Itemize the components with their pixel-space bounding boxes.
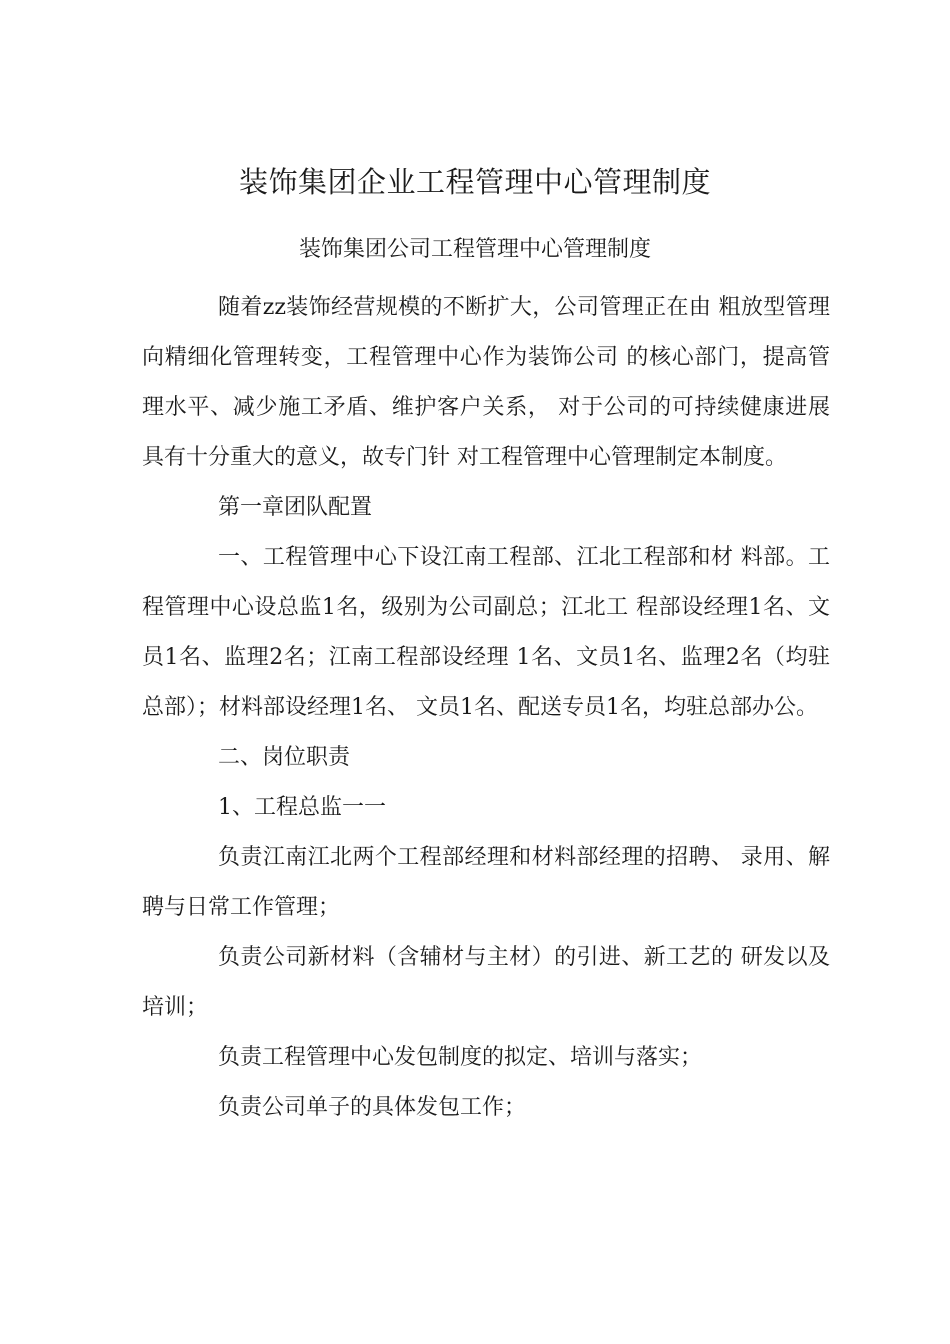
document-subtitle: 装饰集团公司工程管理中心管理制度 <box>298 237 651 262</box>
intro-paragraph: 随着zz装饰经营规模的不断扩大，公司管理正在由 粗放型管理向精细化管理转变，工程管理中心作为装饰公司 的核心部门，提高管理水平、减少施工矛盾、维护客户关系， 对于公司的可持续健康进展具有十分重大的意义，故专门针 对工程管理中心管理制定本制度。 <box>142 295 830 470</box>
role-heading-director: 1、工程总监一一 <box>218 795 386 820</box>
duty-item: 负责公司新材料（含辅材与主材）的引进、新工艺的 研发以及培训； <box>142 945 830 1020</box>
team-setup-paragraph: 一、工程管理中心下设江南工程部、江北工程部和材 料部。工程管理中心设总监1名，级别为公司副总；江北工 程部设经理1名、文员1名、监理2名；江南工程部设经理 1名、文员1名、监理2名（均驻总部）；材料部设经理1名、 文员1名、配送专员1名，均驻总部办公。 <box>142 545 830 720</box>
chapter-heading: 第一章团队配置 <box>218 495 373 520</box>
duty-item: 负责公司单子的具体发包工作； <box>218 1095 527 1120</box>
document-title: 装饰集团企业工程管理中心管理制度 <box>238 165 711 199</box>
section-heading-duties: 二、岗位职责 <box>218 745 351 770</box>
document-body <box>142 283 830 1133</box>
duty-item: 负责工程管理中心发包制度的拟定、培训与落实； <box>218 1045 703 1070</box>
duty-item: 负责江南江北两个工程部经理和材料部经理的招聘、 录用、解聘与日常工作管理； <box>142 845 830 920</box>
